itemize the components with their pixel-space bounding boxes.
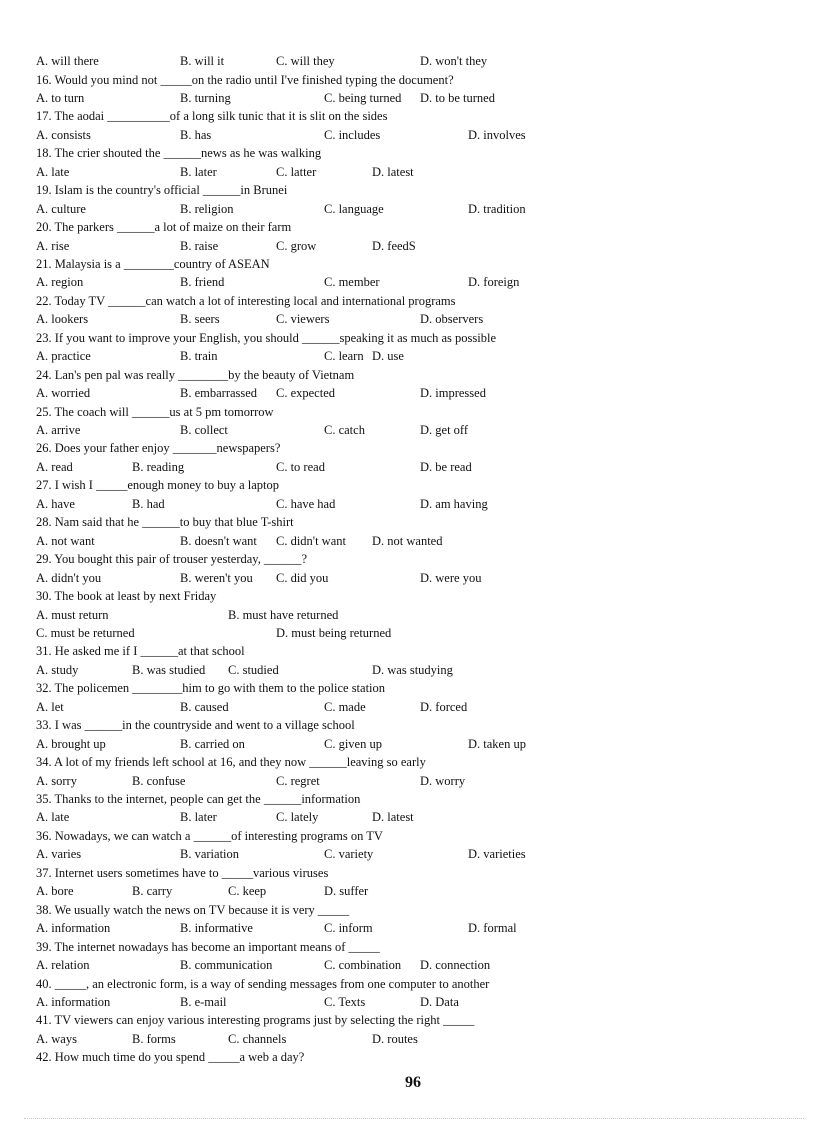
answer-option: D. forced [420, 699, 468, 714]
question-line [0, 827, 816, 845]
answer-option: C. variety [324, 847, 374, 862]
answer-option: B. religion [180, 201, 234, 216]
answer-option: A. have [36, 496, 75, 511]
question-line [0, 587, 816, 605]
answer-option: C. studied [228, 662, 279, 677]
answer-option: C. will they [276, 54, 335, 68]
answer-options-line [0, 384, 816, 402]
answer-option: B. reading [132, 459, 185, 474]
answer-options-line [0, 163, 816, 181]
answer-options-line [0, 495, 816, 513]
answer-option: A. information [36, 994, 111, 1009]
question-line [0, 144, 816, 162]
answer-options-line [0, 458, 816, 476]
answer-option: A. bore [36, 884, 74, 899]
answer-option: C. channels [228, 1031, 287, 1046]
answer-option: A. rise [36, 238, 70, 253]
answer-options-line [0, 919, 816, 937]
question-text: 21. Malaysia is a ________country of ASEAN [36, 256, 270, 271]
answer-option: A. ways [36, 1031, 77, 1046]
answer-option: C. given up [324, 736, 382, 751]
answer-option: D. were you [420, 570, 482, 585]
answer-option: D. use [372, 349, 404, 364]
answer-option: A. to turn [36, 90, 85, 105]
question-line [0, 107, 816, 125]
answer-options-line [0, 310, 816, 328]
answer-option: B. will it [180, 54, 225, 68]
answer-options-line [0, 89, 816, 107]
question-line [0, 550, 816, 568]
answer-options-line [0, 273, 816, 291]
answer-option: D. foreign [468, 275, 520, 290]
question-line [0, 753, 816, 771]
answer-option: D. feedS [372, 238, 416, 253]
answer-option: D. connection [420, 958, 491, 972]
answer-option: C. lately [276, 810, 319, 825]
question-text: 41. TV viewers can enjoy various interesting programs just by selecting the right _____ [36, 1013, 475, 1028]
question-text: 19. Islam is the country's official ______in Brunei [36, 183, 288, 198]
question-line [0, 938, 816, 956]
answer-options-line [0, 421, 816, 439]
answer-option: D. get off [420, 423, 469, 437]
answer-options-line [0, 661, 816, 679]
answer-option: A. study [36, 662, 79, 677]
answer-option: C. regret [276, 773, 320, 788]
answer-option: B. seers [180, 312, 220, 327]
answer-option: C. learn [324, 349, 364, 364]
answer-option: C. combination [324, 958, 402, 972]
answer-option: C. member [324, 275, 380, 290]
question-text: 40. _____, an electronic form, is a way of sending messages from one computer to another [36, 976, 490, 991]
question-line [0, 255, 816, 273]
answer-option: A. brought up [36, 736, 106, 751]
answer-option: D. formal [468, 921, 517, 936]
answer-option: D. must being returned [276, 625, 392, 640]
answer-option: B. collect [180, 423, 228, 437]
answer-option: B. weren't you [180, 570, 253, 585]
answer-options-line [0, 624, 816, 642]
answer-option: B. friend [180, 275, 225, 290]
answer-option: C. keep [228, 884, 267, 899]
answer-option: A. consists [36, 127, 91, 142]
answer-option: D. to be turned [420, 90, 495, 105]
answer-option: A. read [36, 459, 73, 474]
answer-options-line [0, 237, 816, 255]
question-line [0, 679, 816, 697]
answer-option: A. not want [36, 533, 95, 548]
question-line [0, 71, 816, 89]
answer-option: C. to read [276, 459, 325, 474]
answer-option: C. didn't want [276, 533, 346, 548]
question-text: 29. You bought this pair of trouser yesterday, ______? [36, 552, 308, 567]
question-text: 32. The policemen ________him to go with them to the police station [36, 681, 386, 696]
question-text: 39. The internet nowadays has become an important means of _____ [36, 939, 380, 954]
answer-options-line [0, 347, 816, 365]
answer-option: B. later [180, 810, 217, 825]
question-text: 24. Lan's pen pal was really ________by the beauty of Vietnam [36, 367, 355, 382]
answer-options-line [0, 956, 816, 974]
answer-options-line [0, 126, 816, 144]
question-line [0, 403, 816, 421]
question-text: 28. Nam said that he ______to buy that blue T-shirt [36, 515, 294, 530]
answer-option: A. arrive [36, 423, 81, 437]
answer-option: A. late [36, 810, 70, 825]
question-text: 26. Does your father enjoy _______newspapers? [36, 441, 281, 456]
answer-options-line [0, 735, 816, 753]
answer-option: B. e-mail [180, 994, 227, 1009]
answer-option: C. did you [276, 570, 329, 585]
answer-option: D. not wanted [372, 533, 443, 548]
answer-option: D. latest [372, 164, 414, 179]
answer-option: C. Texts [324, 994, 366, 1009]
answer-option: D. observers [420, 312, 484, 327]
answer-options-line [0, 569, 816, 587]
question-line [0, 716, 816, 734]
answer-options-line [0, 882, 816, 900]
answer-options-line [0, 606, 816, 624]
answer-option: B. communication [180, 958, 273, 972]
question-text: 25. The coach will ______us at 5 pm tomorrow [36, 404, 274, 419]
answer-option: C. grow [276, 238, 317, 253]
answer-option: D. won't they [420, 54, 488, 68]
question-text: 36. Nowadays, we can watch a ______of interesting programs on TV [36, 828, 383, 843]
question-line [0, 1048, 816, 1066]
answer-option: A. varies [36, 847, 82, 862]
question-text: 38. We usually watch the news on TV because it is very _____ [36, 902, 350, 917]
question-text: 30. The book at least by next Friday [36, 589, 217, 603]
answer-option: B. has [180, 127, 212, 142]
answer-option: B. train [180, 349, 218, 364]
answer-option: D. be read [420, 459, 472, 474]
answer-option: C. viewers [276, 312, 330, 327]
question-text: 23. If you want to improve your English, you should ______speaking it as much as possible [36, 330, 497, 345]
question-text: 42. How much time do you spend _____a web a day? [36, 1050, 305, 1065]
answer-option: B. informative [180, 921, 253, 936]
answer-options-line [0, 808, 816, 826]
answer-option: A. lookers [36, 312, 89, 327]
answer-option: A. let [36, 699, 64, 714]
question-line [0, 790, 816, 808]
answer-option: C. being turned [324, 90, 402, 105]
answer-option: D. suffer [324, 884, 369, 899]
answer-option: A. information [36, 921, 111, 936]
answer-options-line [0, 845, 816, 863]
question-line [0, 476, 816, 494]
answer-option: D. routes [372, 1031, 418, 1046]
question-text: 31. He asked me if I ______at that school [36, 644, 245, 659]
answer-option: C. language [324, 201, 384, 216]
answer-options-line [0, 200, 816, 218]
answer-option: A. will there [36, 54, 99, 68]
answer-options-line [0, 1030, 816, 1048]
question-line [0, 218, 816, 236]
answer-option: A. worried [36, 386, 91, 401]
answer-options-line [0, 993, 816, 1011]
answer-option: B. confuse [132, 773, 186, 788]
question-line [0, 1011, 816, 1029]
question-text: 33. I was ______in the countryside and went to a village school [36, 718, 355, 733]
answer-option: C. inform [324, 921, 373, 936]
answer-options-line [0, 52, 816, 70]
question-line [0, 864, 816, 882]
answer-option: C. expected [276, 386, 336, 401]
answer-option: B. forms [132, 1031, 176, 1046]
answer-options-line [0, 772, 816, 790]
question-line [0, 329, 816, 347]
question-line [0, 901, 816, 919]
answer-options-line [0, 698, 816, 716]
question-line [0, 292, 816, 310]
answer-option: D. varieties [468, 847, 526, 862]
question-text: 20. The parkers ______a lot of maize on their farm [36, 220, 292, 234]
answer-options-line [0, 532, 816, 550]
answer-option: A. relation [36, 958, 90, 972]
answer-option: C. latter [276, 164, 317, 179]
answer-option: B. carried on [180, 736, 245, 751]
answer-option: A. practice [36, 349, 91, 364]
answer-option: A. must return [36, 607, 109, 622]
answer-option: D. impressed [420, 386, 486, 401]
question-text: 34. A lot of my friends left school at 16, and they now ______leaving so early [36, 755, 426, 770]
answer-option: D. taken up [468, 736, 526, 751]
answer-option: D. involves [468, 127, 526, 142]
answer-option: B. variation [180, 847, 240, 862]
answer-option: D. worry [420, 773, 466, 788]
answer-option: A. culture [36, 201, 86, 216]
question-line [0, 181, 816, 199]
answer-option: B. had [132, 496, 165, 511]
question-text: 27. I wish I _____enough money to buy a laptop [36, 478, 280, 493]
page-bottom-border [24, 1118, 804, 1119]
answer-option: B. embarrassed [180, 386, 258, 401]
question-line [0, 642, 816, 660]
answer-option: B. carry [132, 884, 173, 899]
page-number: 96 [405, 1074, 421, 1091]
question-line [0, 975, 816, 993]
answer-option: B. doesn't want [180, 533, 257, 548]
answer-option: B. caused [180, 699, 229, 714]
question-line [0, 366, 816, 384]
question-text: 35. Thanks to the internet, people can get the ______information [36, 792, 361, 806]
question-text: 18. The crier shouted the ______news as he was walking [36, 146, 322, 161]
question-line [0, 513, 816, 531]
question-text: 16. Would you mind not _____on the radio until I've finished typing the document? [36, 72, 454, 87]
answer-option: C. includes [324, 127, 381, 142]
answer-option: B. must have returned [228, 607, 339, 622]
answer-option: A. didn't you [36, 570, 102, 585]
answer-option: C. catch [324, 423, 365, 437]
question-line [0, 439, 816, 457]
answer-option: A. sorry [36, 773, 77, 788]
answer-option: D. Data [420, 994, 459, 1009]
answer-option: B. raise [180, 238, 219, 253]
question-text: 22. Today TV ______can watch a lot of interesting local and international programs [36, 293, 456, 308]
answer-option: D. was studying [372, 662, 453, 677]
answer-option: D. am having [420, 496, 488, 511]
answer-option: D. tradition [468, 201, 526, 216]
answer-option: A. region [36, 275, 84, 290]
answer-option: B. turning [180, 90, 231, 105]
answer-option: D. latest [372, 810, 414, 825]
question-text: 17. The aodai __________of a long silk tunic that it is slit on the sides [36, 109, 388, 124]
answer-option: C. made [324, 699, 366, 714]
answer-option: A. late [36, 164, 70, 179]
answer-option: B. later [180, 164, 217, 179]
answer-option: C. have had [276, 496, 336, 511]
answer-option: B. was studied [132, 662, 206, 677]
answer-option: C. must be returned [36, 625, 135, 640]
question-text: 37. Internet users sometimes have to _____various viruses [36, 865, 329, 880]
